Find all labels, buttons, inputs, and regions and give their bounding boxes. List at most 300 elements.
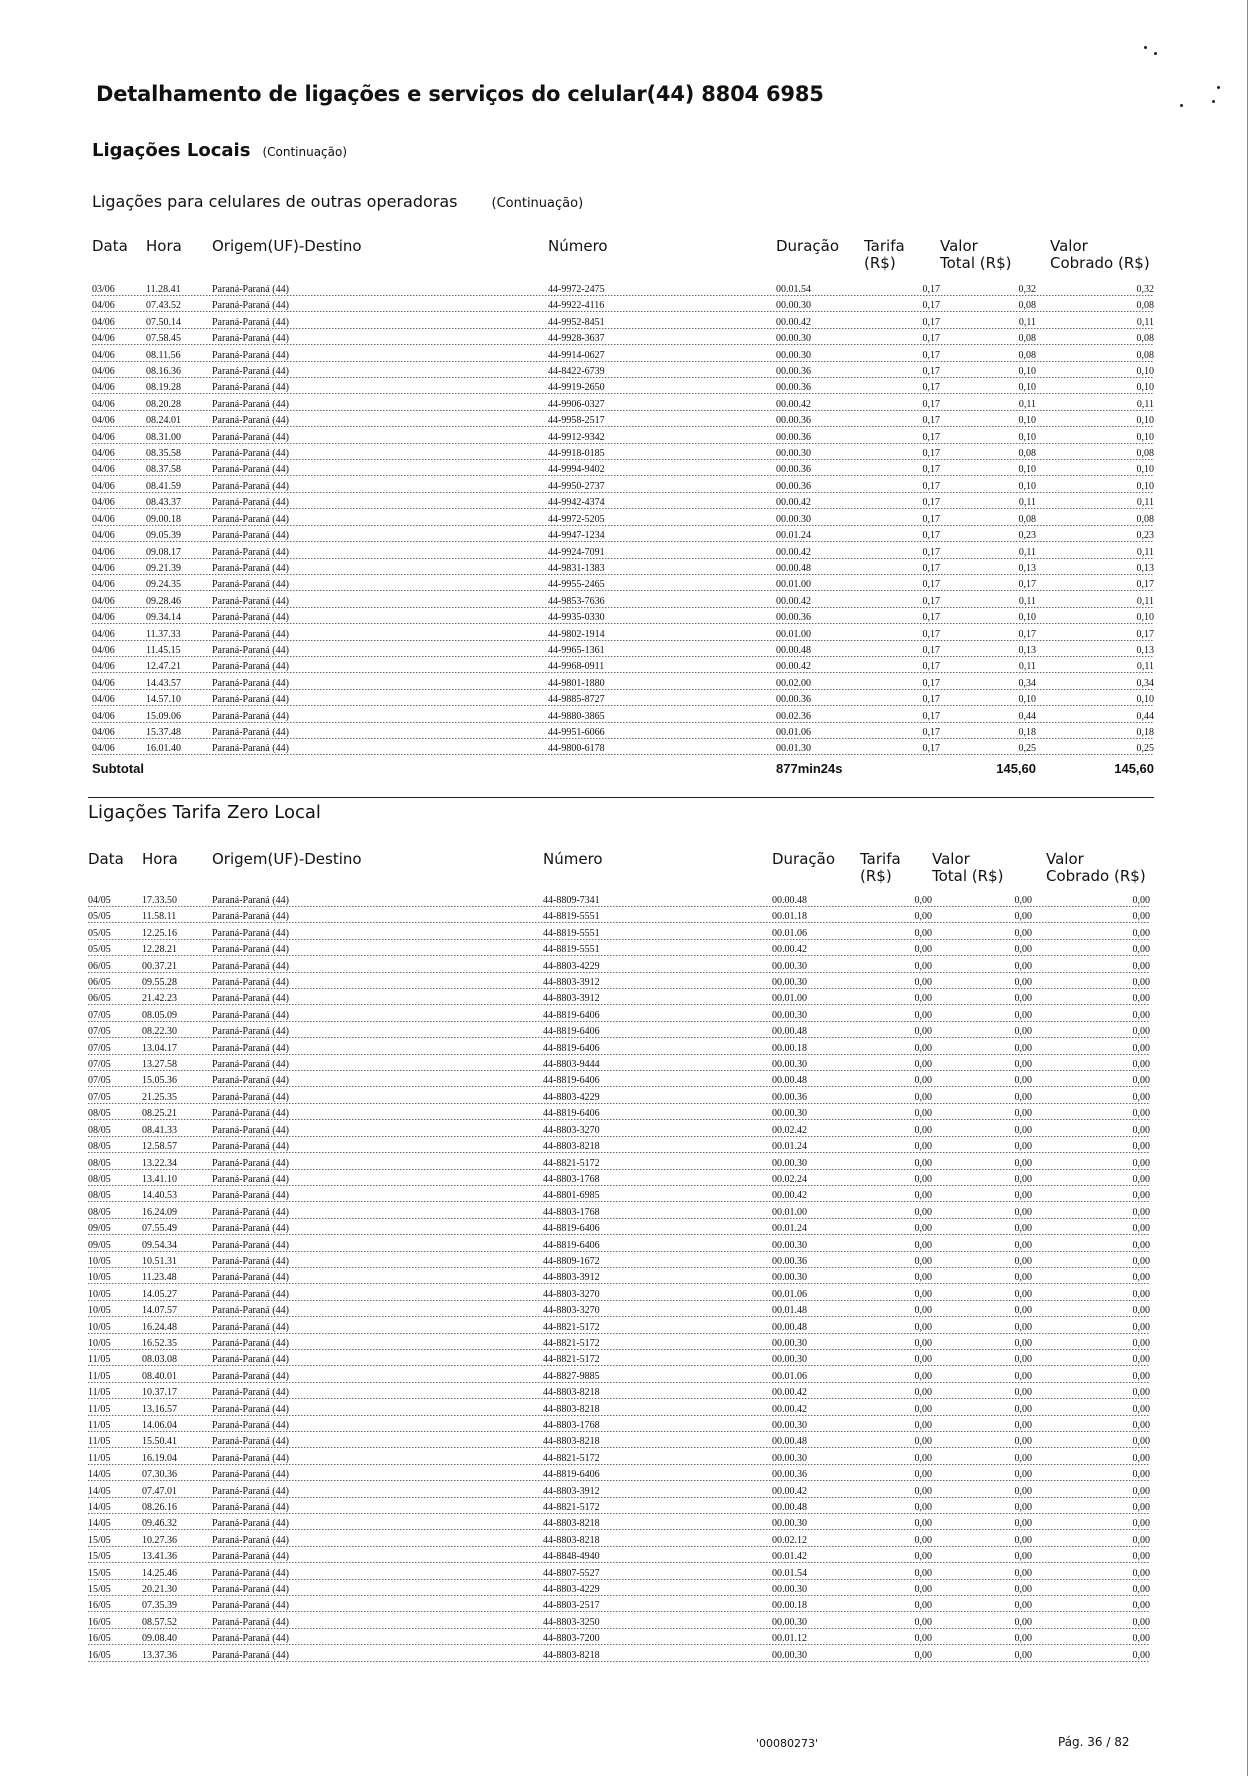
cell-valor-total: 0,00 xyxy=(1014,1255,1032,1267)
cell-data: 04/06 xyxy=(92,333,115,345)
cell-origem: Paraná-Paraná (44) xyxy=(212,644,289,656)
cell-duracao: 00.00.30 xyxy=(772,1108,807,1120)
cell-duracao: 00.00.48 xyxy=(772,1436,807,1448)
cell-origem: Paraná-Paraná (44) xyxy=(212,1337,289,1349)
cell-data: 07/05 xyxy=(88,1075,111,1087)
cell-data: 11/05 xyxy=(88,1436,111,1448)
cell-tarifa: 0,00 xyxy=(914,1420,932,1431)
cell-numero: 44-9906-0327 xyxy=(548,398,605,410)
table-row xyxy=(88,1287,1150,1303)
cell-valor-total: 0,00 xyxy=(1014,927,1032,939)
cell-valor-total: 0,00 xyxy=(1014,1206,1032,1218)
cell-valor-total: 0,00 xyxy=(1014,1584,1032,1596)
cell-valor-total: 0,08 xyxy=(1018,513,1036,525)
cell-hora: 07.43.52 xyxy=(146,300,181,312)
cell-origem: Paraná-Paraná (44) xyxy=(212,349,289,361)
cell-data: 04/06 xyxy=(92,562,115,574)
cell-data: 07/05 xyxy=(88,1059,111,1071)
cell-valor-cobrado: 0,08 xyxy=(1136,300,1154,312)
table-row xyxy=(88,1188,1150,1204)
cell-valor-total: 0,00 xyxy=(1014,1091,1032,1103)
table-row xyxy=(88,909,1150,925)
cell-tarifa: 0,17 xyxy=(922,398,940,410)
cell-duracao: 00.00.30 xyxy=(776,333,811,345)
cell-tarifa: 0,17 xyxy=(922,628,940,640)
cell-numero: 44-8819-6406 xyxy=(543,1026,600,1038)
cell-origem: Paraná-Paraná (44) xyxy=(212,1551,289,1563)
cell-tarifa: 0,00 xyxy=(914,895,932,906)
cell-valor-cobrado: 0,08 xyxy=(1136,448,1154,460)
table-row xyxy=(92,495,1154,511)
cell-origem: Paraná-Paraná (44) xyxy=(212,595,289,607)
cell-hora: 13.27.58 xyxy=(142,1059,177,1071)
cell-numero: 44-8827-9885 xyxy=(543,1370,600,1382)
cell-origem: Paraná-Paraná (44) xyxy=(212,1534,289,1546)
cell-duracao: 00.00.36 xyxy=(776,612,811,624)
cell-origem: Paraná-Paraná (44) xyxy=(212,1108,289,1120)
cell-data: 14/05 xyxy=(88,1518,111,1530)
cell-origem: Paraná-Paraná (44) xyxy=(212,1288,289,1300)
cell-tarifa: 0,00 xyxy=(914,960,932,972)
cell-hora: 15.50.41 xyxy=(142,1436,177,1448)
cell-numero: 44-8848-4940 xyxy=(543,1551,600,1563)
cell-duracao: 00.01.06 xyxy=(776,726,811,738)
cell-duracao: 00.00.30 xyxy=(772,1584,807,1596)
cell-tarifa: 0,00 xyxy=(914,1633,932,1645)
cell-origem: Paraná-Paraná (44) xyxy=(212,562,289,574)
cell-tarifa: 0,00 xyxy=(914,1469,932,1481)
table-row xyxy=(88,1582,1150,1598)
cell-duracao: 00.00.36 xyxy=(776,415,811,427)
cell-hora: 08.20.28 xyxy=(146,398,181,410)
cell-valor-total: 0,00 xyxy=(1014,1551,1032,1563)
cell-origem: Paraná-Paraná (44) xyxy=(212,530,289,542)
cell-hora: 07.30.36 xyxy=(142,1469,177,1481)
cell-tarifa: 0,17 xyxy=(922,366,940,378)
cell-tarifa: 0,17 xyxy=(922,300,940,312)
cell-numero: 44-8807-5527 xyxy=(543,1567,600,1579)
table-row xyxy=(88,1303,1150,1319)
cell-valor-total: 0,10 xyxy=(1018,415,1036,427)
cell-origem: Paraná-Paraná (44) xyxy=(212,333,289,345)
cell-valor-total: 0,11 xyxy=(1018,546,1036,558)
cell-numero: 44-9880-3865 xyxy=(548,710,605,722)
table-row xyxy=(88,1533,1150,1549)
cell-hora: 15.09.06 xyxy=(146,710,181,722)
cell-numero: 44-8803-3270 xyxy=(543,1124,600,1136)
cell-duracao: 00.00.42 xyxy=(776,316,811,328)
table-row xyxy=(92,643,1154,659)
cell-data: 08/05 xyxy=(88,1141,111,1153)
cell-valor-cobrado: 0,11 xyxy=(1136,497,1154,509)
cell-duracao: 00.00.30 xyxy=(776,513,811,525)
cell-hora: 16.01.40 xyxy=(146,743,181,755)
cell-duracao: 00.00.30 xyxy=(772,1649,807,1661)
table-row xyxy=(92,561,1154,577)
cell-valor-total: 0,08 xyxy=(1018,300,1036,312)
cell-tarifa: 0,17 xyxy=(922,530,940,542)
cell-origem: Paraná-Paraná (44) xyxy=(212,480,289,492)
cell-valor-cobrado: 0,13 xyxy=(1136,644,1154,656)
cell-data: 08/05 xyxy=(88,1206,111,1218)
cell-hora: 16.52.35 xyxy=(142,1337,177,1349)
cell-origem: Paraná-Paraná (44) xyxy=(212,743,289,755)
cell-numero: 44-9802-1914 xyxy=(548,628,605,640)
cell-valor-cobrado: 0,11 xyxy=(1136,546,1154,558)
cell-origem: Paraná-Paraná (44) xyxy=(212,415,289,427)
table-row xyxy=(88,1024,1150,1040)
cell-numero: 44-8803-4229 xyxy=(543,1584,600,1596)
cell-data: 04/06 xyxy=(92,579,115,591)
cell-tarifa: 0,00 xyxy=(914,1026,932,1038)
cell-valor-total: 0,23 xyxy=(1018,530,1036,542)
cell-valor-total: 0,00 xyxy=(1014,1633,1032,1645)
cell-data: 04/06 xyxy=(92,349,115,361)
cell-duracao: 00.02.24 xyxy=(772,1173,807,1185)
cell-valor-total: 0,34 xyxy=(1018,677,1036,689)
cell-tarifa: 0,17 xyxy=(922,349,940,361)
cell-data: 08/05 xyxy=(88,1124,111,1136)
cell-numero: 44-8803-3270 xyxy=(543,1305,600,1317)
col-tarifa: Tarifa (R$) xyxy=(864,237,905,272)
cell-valor-total: 0,00 xyxy=(1014,977,1032,989)
cell-origem: Paraná-Paraná (44) xyxy=(212,1485,289,1497)
cell-tarifa: 0,17 xyxy=(922,562,940,574)
cell-duracao: 00.01.48 xyxy=(772,1305,807,1317)
cell-origem: Paraná-Paraná (44) xyxy=(212,960,289,972)
cell-valor-cobrado: 0,08 xyxy=(1136,513,1154,525)
cell-numero: 44-9958-2517 xyxy=(548,415,605,427)
table-row xyxy=(92,331,1154,347)
cell-valor-total: 0,00 xyxy=(1014,1223,1032,1235)
cell-valor-cobrado: 0,17 xyxy=(1136,579,1154,591)
cell-data: 14/05 xyxy=(88,1502,111,1514)
subtotal-total: 145,60 xyxy=(996,760,1036,776)
cell-tarifa: 0,17 xyxy=(922,579,940,591)
cell-duracao: 00.00.30 xyxy=(772,1337,807,1349)
cell-duracao: 00.01.12 xyxy=(772,1633,807,1645)
cell-origem: Paraná-Paraná (44) xyxy=(212,1567,289,1579)
cell-valor-total: 0,11 xyxy=(1018,497,1036,509)
table-row xyxy=(88,1549,1150,1565)
cell-hora: 08.26.16 xyxy=(142,1502,177,1514)
cell-duracao: 00.00.36 xyxy=(772,1469,807,1481)
cell-valor-cobrado: 0,00 xyxy=(1132,1616,1150,1628)
cell-origem: Paraná-Paraná (44) xyxy=(212,546,289,558)
cell-data: 04/06 xyxy=(92,431,115,443)
cell-duracao: 00.00.36 xyxy=(776,694,811,706)
table-row xyxy=(88,1402,1150,1418)
table-row xyxy=(92,462,1154,478)
cell-hora: 09.08.40 xyxy=(142,1633,177,1645)
cell-valor-total: 0,08 xyxy=(1018,448,1036,460)
cell-hora: 08.03.08 xyxy=(142,1354,177,1366)
cell-numero: 44-8821-5172 xyxy=(543,1452,600,1464)
cell-data: 04/06 xyxy=(92,743,115,755)
cell-valor-cobrado: 0,00 xyxy=(1132,1649,1150,1661)
scan-speck xyxy=(1144,46,1147,49)
cell-origem: Paraná-Paraná (44) xyxy=(212,382,289,394)
cell-tarifa: 0,00 xyxy=(914,1436,932,1448)
cell-data: 14/05 xyxy=(88,1469,111,1481)
cell-hora: 12.28.21 xyxy=(142,944,177,956)
cell-data: 04/06 xyxy=(92,612,115,624)
cell-numero: 44-9950-2737 xyxy=(548,480,605,492)
table-row xyxy=(92,397,1154,413)
cell-origem: Paraná-Paraná (44) xyxy=(212,1518,289,1530)
cell-valor-total: 0,00 xyxy=(1014,1485,1032,1497)
cell-tarifa: 0,17 xyxy=(922,743,940,755)
cell-valor-cobrado: 0,10 xyxy=(1136,382,1154,394)
cell-data: 04/06 xyxy=(92,415,115,427)
cell-data: 10/05 xyxy=(88,1255,111,1267)
cell-tarifa: 0,00 xyxy=(914,1584,932,1596)
cell-tarifa: 0,17 xyxy=(922,480,940,492)
cell-tarifa: 0,17 xyxy=(922,431,940,443)
cell-origem: Paraná-Paraná (44) xyxy=(212,612,289,624)
cell-origem: Paraná-Paraná (44) xyxy=(212,1502,289,1514)
cell-valor-total: 0,10 xyxy=(1018,612,1036,624)
cell-hora: 09.00.18 xyxy=(146,513,181,525)
cell-data: 15/05 xyxy=(88,1567,111,1579)
cell-valor-cobrado: 0,00 xyxy=(1132,944,1150,956)
table-row xyxy=(88,1598,1150,1614)
cell-tarifa: 0,17 xyxy=(922,677,940,689)
cell-tarifa: 0,17 xyxy=(922,284,940,295)
cell-valor-total: 0,00 xyxy=(1014,1452,1032,1464)
table-row xyxy=(88,1566,1150,1582)
cell-hora: 09.55.28 xyxy=(142,977,177,989)
table-row xyxy=(92,479,1154,495)
col-hora: Hora xyxy=(142,850,178,868)
cell-hora: 07.50.14 xyxy=(146,316,181,328)
cell-numero: 44-9968-0911 xyxy=(548,661,605,673)
cell-origem: Paraná-Paraná (44) xyxy=(212,1633,289,1645)
cell-origem: Paraná-Paraná (44) xyxy=(212,911,289,923)
cell-valor-cobrado: 0,00 xyxy=(1132,1026,1150,1038)
cell-hora: 10.27.36 xyxy=(142,1534,177,1546)
cell-hora: 16.19.04 xyxy=(142,1452,177,1464)
table-row xyxy=(92,446,1154,462)
cell-duracao: 00.00.30 xyxy=(772,1272,807,1284)
cell-valor-total: 0,00 xyxy=(1014,1108,1032,1120)
cell-duracao: 00.01.24 xyxy=(772,1223,807,1235)
cell-tarifa: 0,17 xyxy=(922,710,940,722)
calls-table-other-operators xyxy=(92,238,1154,780)
cell-data: 07/05 xyxy=(88,1042,111,1054)
cell-origem: Paraná-Paraná (44) xyxy=(212,927,289,939)
table-row xyxy=(88,1320,1150,1336)
cell-hora: 08.37.58 xyxy=(146,464,181,476)
cell-hora: 12.58.57 xyxy=(142,1141,177,1153)
cell-valor-cobrado: 0,44 xyxy=(1136,710,1154,722)
table-row xyxy=(88,1123,1150,1139)
cell-data: 04/06 xyxy=(92,628,115,640)
cell-duracao: 00.01.54 xyxy=(776,284,811,295)
cell-numero: 44-9951-6066 xyxy=(548,726,605,738)
cell-hora: 21.42.23 xyxy=(142,993,177,1005)
cell-tarifa: 0,00 xyxy=(914,1009,932,1021)
cell-origem: Paraná-Paraná (44) xyxy=(212,513,289,525)
cell-valor-cobrado: 0,00 xyxy=(1132,1551,1150,1563)
cell-tarifa: 0,00 xyxy=(914,1190,932,1202)
cell-tarifa: 0,00 xyxy=(914,1288,932,1300)
cell-origem: Paraná-Paraná (44) xyxy=(212,1469,289,1481)
cell-data: 03/06 xyxy=(92,284,115,295)
cell-data: 04/05 xyxy=(88,895,111,906)
cell-valor-total: 0,00 xyxy=(1014,1190,1032,1202)
cell-duracao: 00.01.18 xyxy=(772,911,807,923)
cell-data: 16/05 xyxy=(88,1633,111,1645)
col-numero: Número xyxy=(543,850,603,868)
cell-numero: 44-8809-7341 xyxy=(543,895,600,906)
cell-valor-cobrado: 0,32 xyxy=(1136,284,1154,295)
cell-data: 04/06 xyxy=(92,661,115,673)
cell-valor-cobrado: 0,17 xyxy=(1136,628,1154,640)
cell-numero: 44-9853-7636 xyxy=(548,595,605,607)
cell-origem: Paraná-Paraná (44) xyxy=(212,1124,289,1136)
cell-origem: Paraná-Paraná (44) xyxy=(212,464,289,476)
cell-duracao: 00.00.42 xyxy=(772,944,807,956)
cell-valor-cobrado: 0,00 xyxy=(1132,1584,1150,1596)
subtotal-charged: 145,60 xyxy=(1114,760,1154,776)
cell-valor-cobrado: 0,00 xyxy=(1132,1157,1150,1169)
cell-tarifa: 0,17 xyxy=(922,333,940,345)
cell-valor-cobrado: 0,00 xyxy=(1132,977,1150,989)
cell-numero: 44-8803-3250 xyxy=(543,1616,600,1628)
cell-origem: Paraná-Paraná (44) xyxy=(212,1206,289,1218)
section-title xyxy=(92,140,347,161)
cell-valor-total: 0,10 xyxy=(1018,382,1036,394)
table-row xyxy=(88,1484,1150,1500)
cell-duracao: 00.00.36 xyxy=(776,464,811,476)
scan-speck xyxy=(1212,100,1215,103)
table-row xyxy=(92,725,1154,741)
cell-valor-cobrado: 0,08 xyxy=(1136,333,1154,345)
cell-valor-total: 0,10 xyxy=(1018,366,1036,378)
cell-data: 10/05 xyxy=(88,1272,111,1284)
cell-hora: 13.41.36 xyxy=(142,1551,177,1563)
cell-duracao: 00.00.36 xyxy=(776,431,811,443)
cell-valor-total: 0,00 xyxy=(1014,993,1032,1005)
cell-data: 04/06 xyxy=(92,644,115,656)
table-row xyxy=(88,942,1150,958)
cell-tarifa: 0,00 xyxy=(914,1206,932,1218)
cell-hora: 10.51.31 xyxy=(142,1255,177,1267)
cell-numero: 44-9922-4116 xyxy=(548,300,605,312)
cell-hora: 12.47.21 xyxy=(146,661,181,673)
cell-numero: 44-8819-6406 xyxy=(543,1223,600,1235)
cell-numero: 44-8803-1768 xyxy=(543,1420,600,1431)
cell-data: 15/05 xyxy=(88,1534,111,1546)
cell-numero: 44-8803-8218 xyxy=(543,1403,600,1415)
cell-origem: Paraná-Paraná (44) xyxy=(212,398,289,410)
cell-tarifa: 0,00 xyxy=(914,1124,932,1136)
cell-numero: 44-9972-5205 xyxy=(548,513,605,525)
cell-valor-cobrado: 0,00 xyxy=(1132,1436,1150,1448)
cell-valor-cobrado: 0,00 xyxy=(1132,1190,1150,1202)
table-row xyxy=(88,1090,1150,1106)
cell-origem: Paraná-Paraná (44) xyxy=(212,977,289,989)
cell-tarifa: 0,00 xyxy=(914,1337,932,1349)
cell-tarifa: 0,00 xyxy=(914,1502,932,1514)
calls-table-zero-tariff xyxy=(88,851,1150,1664)
cell-valor-cobrado: 0,00 xyxy=(1132,1337,1150,1349)
cell-origem: Paraná-Paraná (44) xyxy=(212,694,289,706)
cell-hora: 12.25.16 xyxy=(142,927,177,939)
cell-numero: 44-9800-6178 xyxy=(548,743,605,755)
table-row xyxy=(92,577,1154,593)
cell-valor-total: 0,11 xyxy=(1018,398,1036,410)
table-row xyxy=(92,380,1154,396)
cell-valor-total: 0,00 xyxy=(1014,1141,1032,1153)
cell-hora: 15.37.48 xyxy=(146,726,181,738)
cell-valor-total: 0,25 xyxy=(1018,743,1036,755)
cell-tarifa: 0,00 xyxy=(914,944,932,956)
table-row xyxy=(88,1467,1150,1483)
cell-data: 04/06 xyxy=(92,464,115,476)
cell-data: 10/05 xyxy=(88,1305,111,1317)
cell-origem: Paraná-Paraná (44) xyxy=(212,710,289,722)
cell-valor-total: 0,18 xyxy=(1018,726,1036,738)
cell-origem: Paraná-Paraná (44) xyxy=(212,1436,289,1448)
cell-valor-total: 0,44 xyxy=(1018,710,1036,722)
cell-numero: 44-8803-8218 xyxy=(543,1387,600,1399)
col-valor-total: Valor Total (R$) xyxy=(940,237,1012,272)
cell-numero: 44-9965-1361 xyxy=(548,644,605,656)
cell-hora: 08.57.52 xyxy=(142,1616,177,1628)
cell-tarifa: 0,00 xyxy=(914,1239,932,1251)
cell-valor-cobrado: 0,00 xyxy=(1132,1370,1150,1382)
cell-tarifa: 0,00 xyxy=(914,1042,932,1054)
cell-tarifa: 0,00 xyxy=(914,1091,932,1103)
section-name: Ligações Locais xyxy=(92,140,251,161)
cell-hora: 14.05.27 xyxy=(142,1288,177,1300)
cell-data: 09/05 xyxy=(88,1223,111,1235)
cell-data: 10/05 xyxy=(88,1337,111,1349)
col-data: Data xyxy=(88,850,124,868)
cell-duracao: 00.00.42 xyxy=(776,546,811,558)
cell-duracao: 00.01.30 xyxy=(776,743,811,755)
cell-tarifa: 0,00 xyxy=(914,1551,932,1563)
cell-data: 11/05 xyxy=(88,1387,111,1399)
cell-data: 14/05 xyxy=(88,1485,111,1497)
cell-hora: 20.21.30 xyxy=(142,1584,177,1596)
table-row xyxy=(88,1270,1150,1286)
scan-edge xyxy=(1247,0,1248,1776)
cell-data: 04/06 xyxy=(92,530,115,542)
cell-origem: Paraná-Paraná (44) xyxy=(212,1042,289,1054)
cell-numero: 44-9942-4374 xyxy=(548,497,605,509)
page-number: Pág. 36 / 82 xyxy=(1058,1735,1130,1749)
cell-valor-total: 0,10 xyxy=(1018,431,1036,443)
cell-origem: Paraná-Paraná (44) xyxy=(212,431,289,443)
cell-numero: 44-8819-6406 xyxy=(543,1042,600,1054)
cell-origem: Paraná-Paraná (44) xyxy=(212,895,289,906)
cell-numero: 44-8803-8218 xyxy=(543,1649,600,1661)
cell-duracao: 00.00.30 xyxy=(772,1452,807,1464)
cell-hora: 16.24.09 xyxy=(142,1206,177,1218)
cell-numero: 44-8803-8218 xyxy=(543,1518,600,1530)
cell-duracao: 00.00.30 xyxy=(772,1420,807,1431)
cell-valor-cobrado: 0,00 xyxy=(1132,1141,1150,1153)
cell-data: 04/06 xyxy=(92,366,115,378)
cell-numero: 44-8819-6406 xyxy=(543,1469,600,1481)
cell-duracao: 00.00.42 xyxy=(776,661,811,673)
cell-data: 16/05 xyxy=(88,1616,111,1628)
cell-hora: 13.22.34 xyxy=(142,1157,177,1169)
cell-tarifa: 0,00 xyxy=(914,1485,932,1497)
